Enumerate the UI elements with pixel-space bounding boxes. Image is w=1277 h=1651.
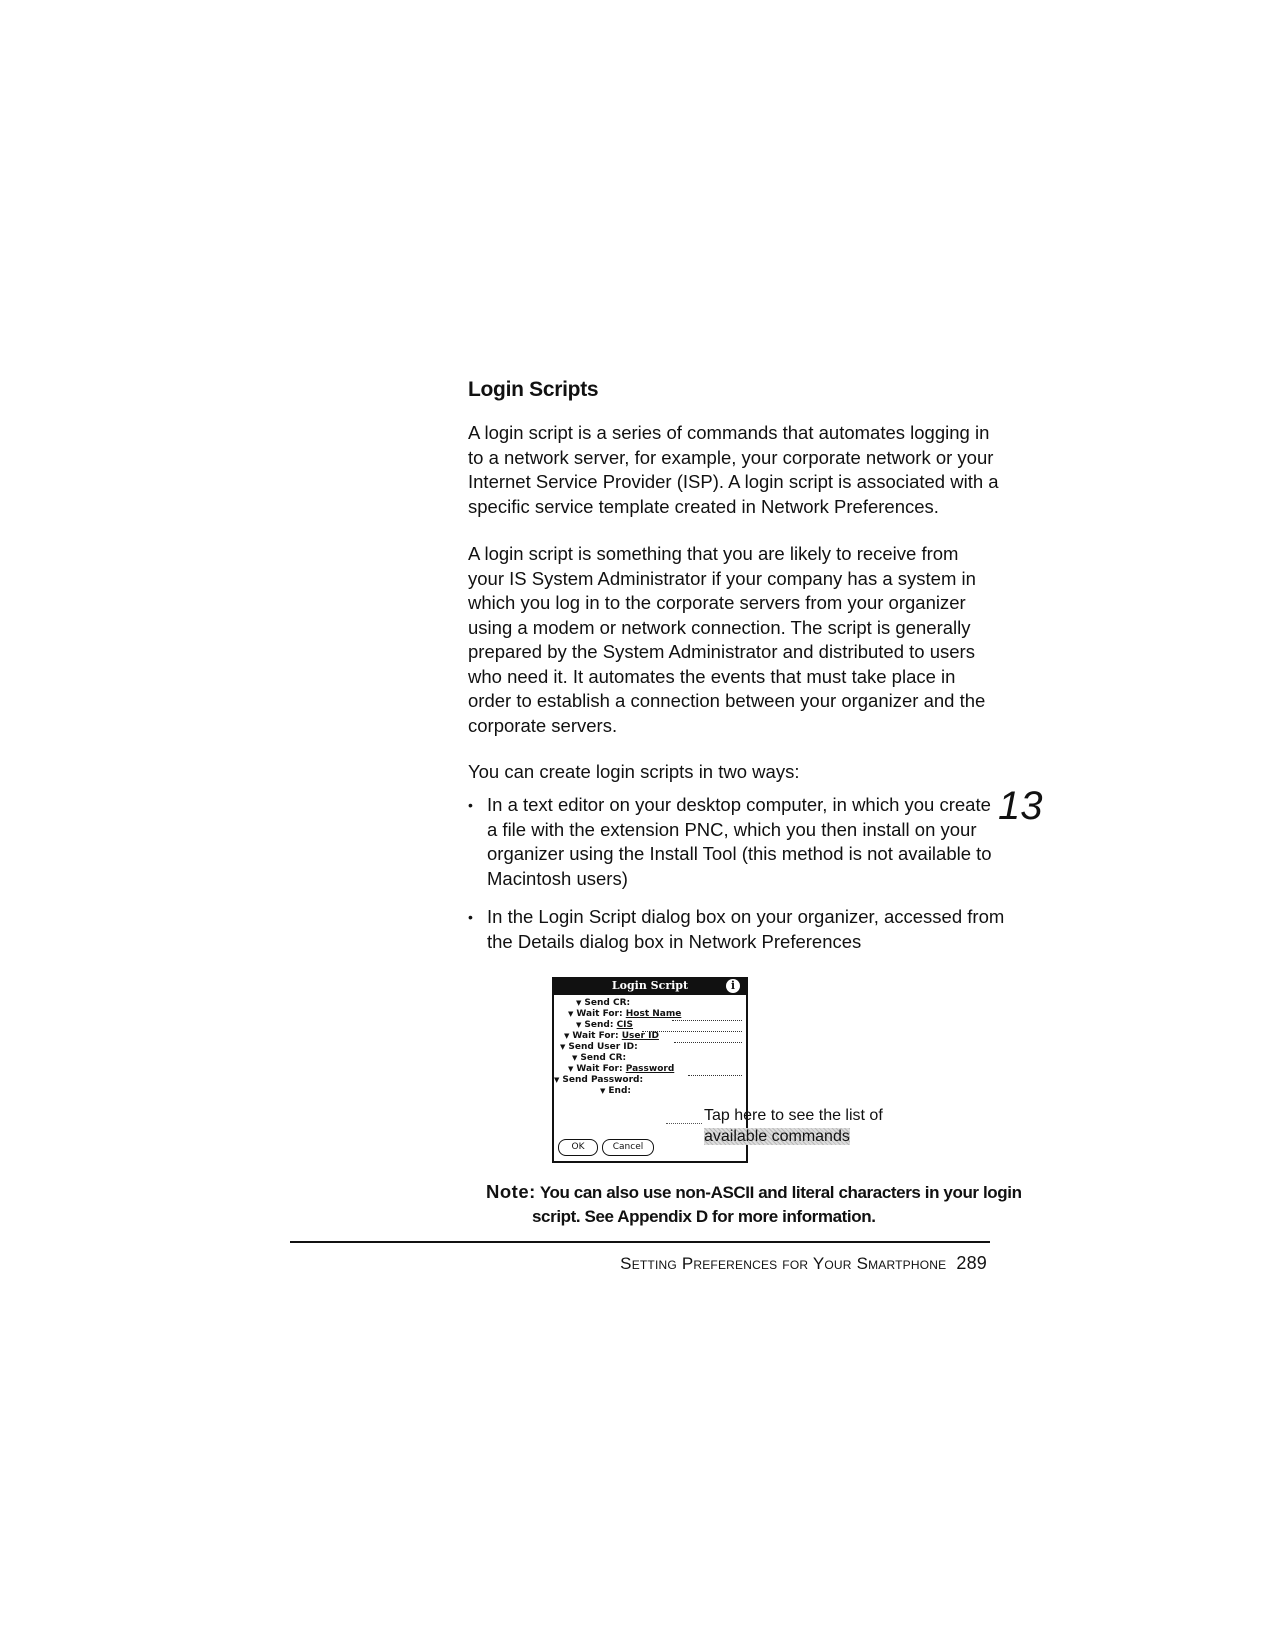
text-line: A login script is a series of commands that automates logging in: [468, 422, 990, 443]
note-label: Note:: [486, 1181, 536, 1202]
text-line: which you log in to the corporate servers from your organizer: [468, 592, 966, 613]
triangle-down-icon[interactable]: ▼: [576, 999, 582, 1007]
note-text: You can also use non-ASCII and literal characters in your login: [539, 1183, 1022, 1202]
triangle-down-icon[interactable]: ▼: [572, 1054, 578, 1062]
script-command: Send CR:: [580, 1053, 627, 1063]
section-heading: Login Scripts: [468, 378, 599, 401]
callout-line: available commands: [704, 1128, 850, 1145]
script-line[interactable]: [564, 1031, 659, 1042]
script-command: Wait For:: [576, 1064, 623, 1074]
triangle-down-icon[interactable]: ▼: [560, 1043, 566, 1051]
text-line: the Details dialog box in Network Preferences: [487, 930, 862, 952]
script-command: Send:: [584, 1020, 614, 1030]
text-line: In a text editor on your desktop computer, in which you create: [487, 794, 991, 815]
script-line[interactable]: [600, 1086, 631, 1097]
text-line: who need it. It automates the events that must take place in: [468, 665, 956, 687]
bullet-icon: •: [468, 797, 473, 813]
chapter-number: 13: [998, 784, 1043, 828]
text-line: your IS System Administrator if your company has a system in: [468, 567, 976, 589]
text-line: Macintosh users): [487, 867, 628, 889]
script-line[interactable]: [568, 1064, 674, 1075]
triangle-down-icon[interactable]: ▼: [576, 1021, 582, 1029]
text-line: In the Login Script dialog box on your organizer, accessed from: [487, 906, 1005, 927]
script-line[interactable]: [576, 998, 630, 1009]
footer-rule: [290, 1241, 990, 1243]
paragraph-intro: [468, 421, 999, 519]
text-line: a file with the extension PNC, which you then install on your: [487, 818, 977, 840]
bullet-item: [468, 793, 992, 891]
callout-leader-line: [666, 1123, 702, 1124]
triangle-down-icon[interactable]: ▼: [600, 1087, 606, 1095]
text-line: using a modem or network connection. The script is generally: [468, 616, 971, 638]
text-line: Internet Service Provider (ISP). A login script is associated with a: [468, 471, 999, 492]
text-line: order to establish a connection between your organizer and the: [468, 690, 986, 711]
note-line: [486, 1180, 1022, 1205]
script-line[interactable]: [572, 1053, 626, 1064]
triangle-down-icon[interactable]: ▼: [568, 1065, 574, 1073]
bullet-item: [468, 905, 1005, 954]
page-number: 289: [956, 1253, 987, 1273]
callout-annotation: [704, 1105, 883, 1147]
script-command: Wait For:: [576, 1009, 623, 1019]
script-line[interactable]: [554, 1075, 643, 1086]
paragraph-explanation: [468, 542, 986, 738]
running-footer-title: Setting Preferences for Your Smartphone: [620, 1254, 947, 1273]
text-line: organizer using the Install Tool (this method is not available to: [487, 843, 992, 864]
script-command: Send User ID:: [568, 1042, 638, 1052]
triangle-down-icon[interactable]: ▼: [564, 1032, 570, 1040]
text-line: to a network server, for example, your corporate network or your: [468, 446, 994, 468]
page-footer: [620, 1253, 987, 1274]
script-line[interactable]: [576, 1020, 633, 1031]
text-line: You can create login scripts in two ways:: [468, 761, 800, 782]
info-icon[interactable]: i: [726, 979, 740, 993]
dialog-title: [554, 977, 746, 995]
script-command: Wait For:: [572, 1031, 619, 1041]
dialog-title-text: Login Script: [611, 979, 689, 992]
triangle-down-icon[interactable]: ▼: [554, 1076, 560, 1084]
paragraph-ways: [468, 760, 968, 785]
script-parameter[interactable]: Password: [625, 1064, 675, 1074]
callout-line: Tap here to see the list of: [704, 1107, 883, 1124]
script-line[interactable]: [568, 1009, 681, 1020]
text-line: A login script is something that you are likely to receive from: [468, 543, 959, 564]
ok-button[interactable]: OK: [558, 1139, 598, 1156]
text-line: corporate servers.: [468, 714, 618, 736]
script-command: Send CR:: [584, 998, 631, 1008]
script-line[interactable]: [560, 1042, 638, 1053]
field-underline: [672, 1020, 742, 1021]
text-line: specific service template created in Network Preferences.: [468, 495, 939, 517]
field-underline: [674, 1042, 742, 1043]
script-command: Send Password:: [562, 1075, 644, 1085]
cancel-button[interactable]: Cancel: [602, 1139, 654, 1156]
script-parameter[interactable]: Host Name: [625, 1009, 682, 1019]
script-parameter[interactable]: CIS: [616, 1020, 634, 1030]
text-line: prepared by the System Administrator and distributed to users: [468, 641, 975, 662]
bullet-icon: •: [468, 909, 473, 925]
note-line: script. See Appendix D for more information.: [532, 1207, 876, 1226]
field-underline: [688, 1075, 742, 1076]
triangle-down-icon[interactable]: ▼: [568, 1010, 574, 1018]
note: [486, 1180, 1022, 1229]
script-parameter[interactable]: User ID: [621, 1031, 659, 1041]
script-command: End:: [608, 1086, 631, 1096]
